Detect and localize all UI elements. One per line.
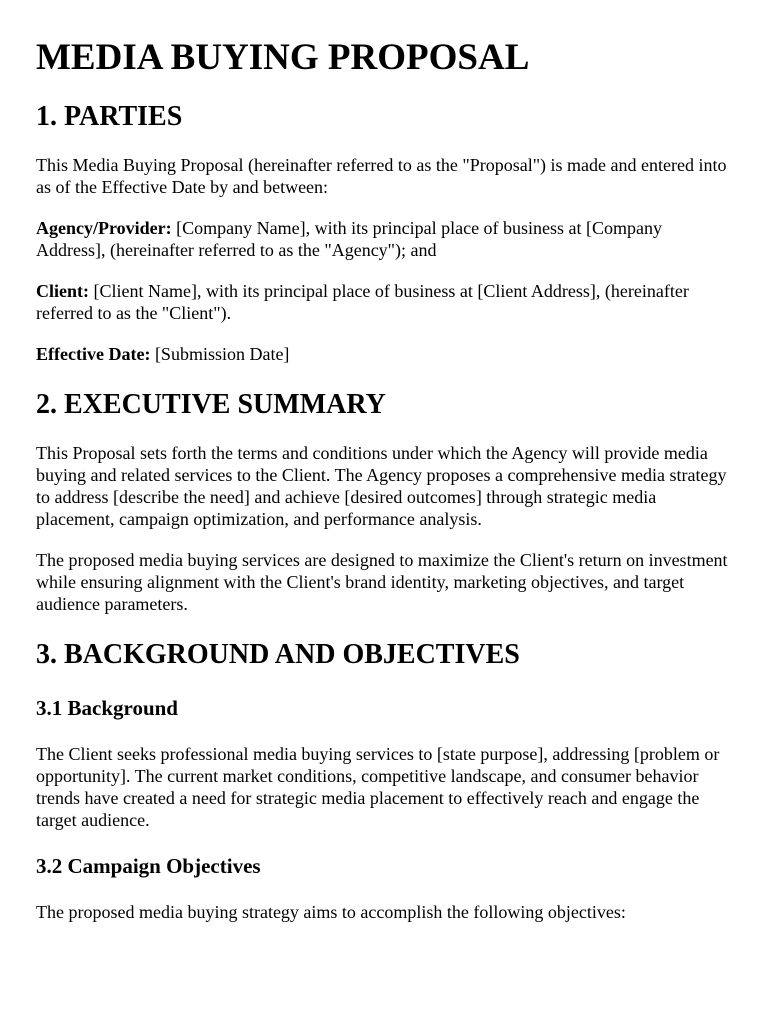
executive-summary-paragraph-2: The proposed media buying services are designed to maximize the Client's return on investment while ensuring alignment with the Client's brand identity, marketing objectives, and target audience parameters. <box>36 550 728 614</box>
executive-summary-paragraph-1: This Proposal sets forth the terms and conditions under which the Agency will provide media buying and related services to the Client. The Agency proposes a comprehensive media strategy to address [describe the need] and achieve [desired outcomes] through strategic media placement, campaign optimization, and performance analysis. <box>36 443 727 529</box>
effective-date-label: Effective Date: <box>36 344 151 364</box>
background-paragraph: The Client seeks professional media buying services to [state purpose], addressing [problem or opportunity]. The current market conditions, competitive landscape, and consumer behavior trends have created a need for strategic media placement to effectively reach and engage the target audience. <box>36 744 720 830</box>
effective-date-text: [Submission Date] <box>150 344 290 364</box>
section-heading-parties: 1. PARTIES <box>36 101 183 132</box>
client-text: [Client Name], with its principal place of business at [Client Address], (hereinafter referred to as the "Client"). <box>36 281 689 323</box>
campaign-objectives-paragraph: The proposed media buying strategy aims to accomplish the following objectives: <box>36 902 626 922</box>
section-heading-executive-summary: 2. EXECUTIVE SUMMARY <box>36 389 386 420</box>
agency-paragraph <box>36 217 734 261</box>
agency-label: Agency/Provider: <box>36 218 172 238</box>
subsection-heading-campaign-objectives: 3.2 Campaign Objectives <box>36 854 261 878</box>
agency-text: [Company Name], with its principal place of business at [Company Address], (hereinafter referred to as the "Agency"); and <box>36 218 663 260</box>
effective-date-paragraph <box>36 343 734 365</box>
subsection-heading-background: 3.1 Background <box>36 696 178 720</box>
document-title: MEDIA BUYING PROPOSAL <box>36 37 530 78</box>
client-paragraph <box>36 280 734 324</box>
client-label: Client: <box>36 281 89 301</box>
section-heading-background-objectives: 3. BACKGROUND AND OBJECTIVES <box>36 639 520 670</box>
parties-intro-paragraph: This Media Buying Proposal (hereinafter referred to as the "Proposal") is made and entered into as of the Effective Date by and between: <box>36 155 727 197</box>
